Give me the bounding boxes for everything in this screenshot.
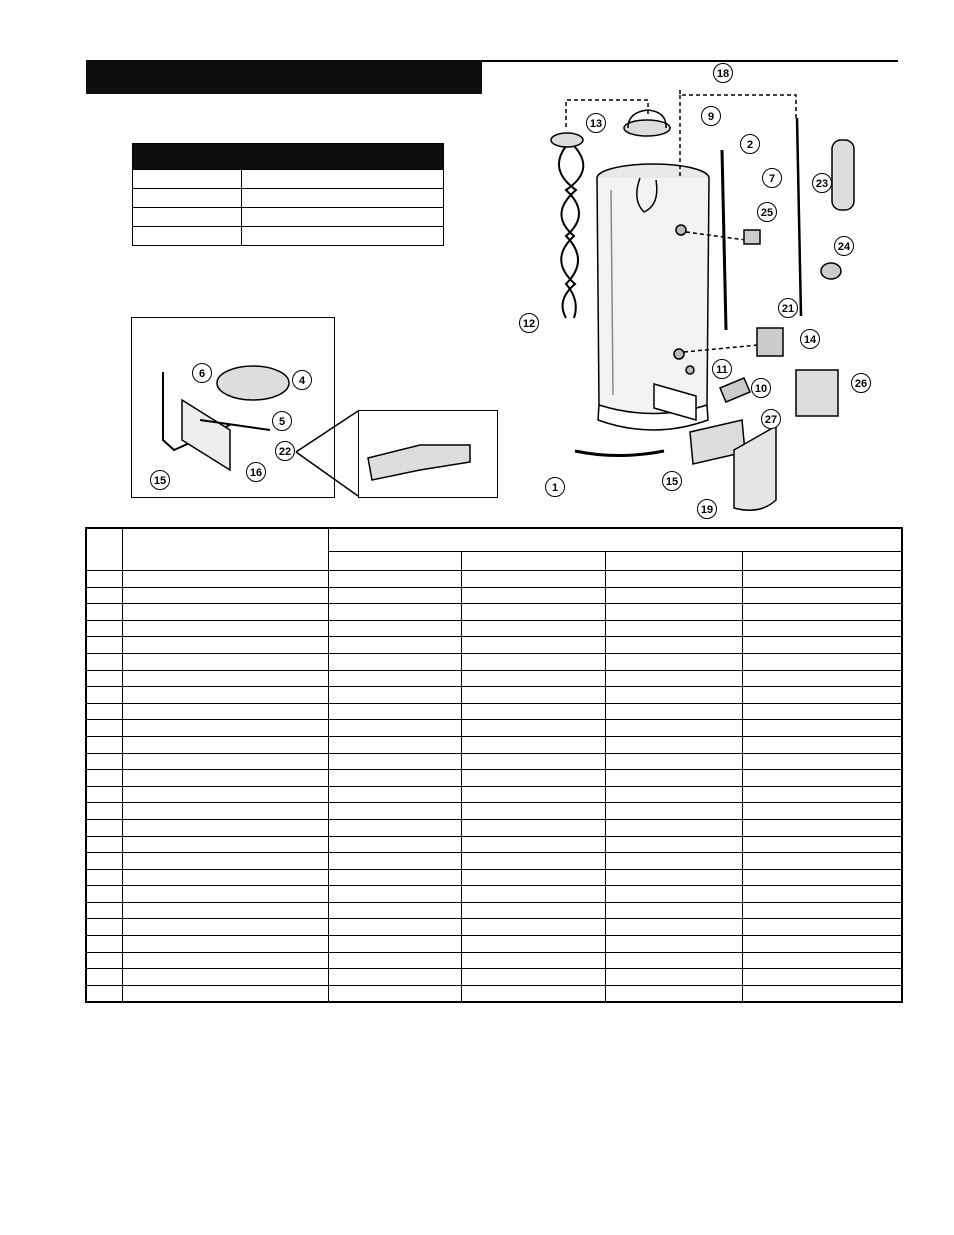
table-cell <box>742 736 902 753</box>
table-cell <box>122 587 328 604</box>
table-cell <box>742 969 902 986</box>
callout-27: 27 <box>761 409 781 429</box>
table-cell <box>122 770 328 787</box>
table-cell <box>605 620 742 637</box>
table-cell <box>122 985 328 1002</box>
table-cell <box>86 620 122 637</box>
table-cell <box>86 653 122 670</box>
table-cell <box>86 670 122 687</box>
table-cell <box>122 919 328 936</box>
table-cell <box>461 869 605 886</box>
table-cell <box>742 985 902 1002</box>
table-cell <box>742 770 902 787</box>
table-row <box>86 770 902 787</box>
table-cell <box>328 604 461 621</box>
table-row <box>86 720 902 737</box>
callout-23: 23 <box>812 173 832 193</box>
table-cell <box>742 786 902 803</box>
table-cell <box>742 836 902 853</box>
table-cell <box>605 902 742 919</box>
table-cell <box>742 952 902 969</box>
table-cell <box>605 985 742 1002</box>
table-cell <box>461 919 605 936</box>
callout-12: 12 <box>519 313 539 333</box>
model-column-header <box>461 552 605 571</box>
table-cell <box>742 869 902 886</box>
table-cell <box>86 736 122 753</box>
table-row <box>86 637 902 654</box>
table-cell <box>86 936 122 953</box>
table-cell <box>86 952 122 969</box>
table-row <box>86 620 902 637</box>
table-cell <box>86 687 122 704</box>
table-cell <box>742 604 902 621</box>
table-cell <box>328 952 461 969</box>
table-cell <box>122 620 328 637</box>
table-cell <box>122 936 328 953</box>
table-row <box>86 571 902 588</box>
table-cell <box>605 753 742 770</box>
table-cell <box>328 869 461 886</box>
table-row <box>86 587 902 604</box>
table-cell <box>461 587 605 604</box>
table-cell <box>605 819 742 836</box>
table-cell <box>86 720 122 737</box>
table-cell <box>605 670 742 687</box>
table-cell <box>328 803 461 820</box>
table-row <box>86 902 902 919</box>
table-cell <box>605 836 742 853</box>
table-cell <box>122 604 328 621</box>
item-number-header <box>86 528 122 571</box>
table-cell <box>461 936 605 953</box>
table-cell <box>328 620 461 637</box>
table-cell <box>328 703 461 720</box>
table-row <box>86 803 902 820</box>
table-row <box>86 604 902 621</box>
table-row <box>86 786 902 803</box>
table-cell <box>742 653 902 670</box>
table-cell <box>742 703 902 720</box>
table-cell <box>461 670 605 687</box>
table-cell <box>605 571 742 588</box>
table-cell <box>461 653 605 670</box>
table-cell <box>605 936 742 953</box>
table-cell <box>461 902 605 919</box>
table-cell <box>605 720 742 737</box>
table-cell <box>122 836 328 853</box>
table-cell <box>742 687 902 704</box>
callout-21: 21 <box>778 298 798 318</box>
table-cell <box>742 902 902 919</box>
table-row <box>86 703 902 720</box>
callout-11: 11 <box>712 359 732 379</box>
callout-4: 4 <box>292 370 312 390</box>
callout-15: 15 <box>662 471 682 491</box>
table-cell <box>122 670 328 687</box>
table-cell <box>461 836 605 853</box>
table-row <box>86 886 902 903</box>
callout-6: 6 <box>192 363 212 383</box>
table-cell <box>605 587 742 604</box>
table-cell <box>328 919 461 936</box>
callout-19: 19 <box>697 499 717 519</box>
table-cell <box>86 902 122 919</box>
table-cell <box>86 637 122 654</box>
table-cell <box>86 703 122 720</box>
table-cell <box>742 670 902 687</box>
table-cell <box>86 753 122 770</box>
callout-9: 9 <box>701 106 721 126</box>
table-cell <box>742 587 902 604</box>
table-cell <box>328 902 461 919</box>
description-header <box>122 528 328 571</box>
parts-header-row <box>86 528 902 552</box>
table-cell <box>328 637 461 654</box>
table-row <box>86 836 902 853</box>
table-cell <box>742 853 902 870</box>
callout-15-inset: 15 <box>150 470 170 490</box>
table-cell <box>605 736 742 753</box>
table-cell <box>461 620 605 637</box>
table-cell <box>328 587 461 604</box>
callout-10: 10 <box>751 378 771 398</box>
callout-26: 26 <box>851 373 871 393</box>
table-row <box>86 985 902 1002</box>
table-cell <box>742 819 902 836</box>
table-cell <box>122 952 328 969</box>
table-cell <box>605 703 742 720</box>
table-cell <box>86 919 122 936</box>
table-cell <box>328 670 461 687</box>
table-cell <box>742 936 902 953</box>
table-cell <box>328 819 461 836</box>
table-row <box>86 819 902 836</box>
table-cell <box>605 770 742 787</box>
table-cell <box>328 936 461 953</box>
callout-14: 14 <box>800 329 820 349</box>
table-cell <box>605 952 742 969</box>
table-cell <box>328 836 461 853</box>
table-cell <box>86 836 122 853</box>
table-cell <box>122 969 328 986</box>
callout-5: 5 <box>272 411 292 431</box>
table-cell <box>86 786 122 803</box>
table-cell <box>122 902 328 919</box>
table-cell <box>461 952 605 969</box>
table-cell <box>328 571 461 588</box>
model-column-header <box>328 552 461 571</box>
table-row <box>86 753 902 770</box>
table-cell <box>461 853 605 870</box>
table-row <box>86 687 902 704</box>
table-cell <box>328 653 461 670</box>
table-cell <box>742 753 902 770</box>
table-cell <box>461 985 605 1002</box>
table-cell <box>122 819 328 836</box>
table-cell <box>461 753 605 770</box>
table-cell <box>328 985 461 1002</box>
table-cell <box>605 637 742 654</box>
table-cell <box>122 703 328 720</box>
table-cell <box>742 571 902 588</box>
table-cell <box>328 770 461 787</box>
callout-2: 2 <box>740 134 760 154</box>
callout-24: 24 <box>834 236 854 256</box>
table-cell <box>122 803 328 820</box>
table-cell <box>742 919 902 936</box>
table-cell <box>328 786 461 803</box>
callout-1: 1 <box>545 477 565 497</box>
table-cell <box>86 985 122 1002</box>
parts-table <box>85 527 903 1003</box>
callout-16: 16 <box>246 462 266 482</box>
table-cell <box>605 604 742 621</box>
table-row <box>86 853 902 870</box>
table-cell <box>461 886 605 903</box>
table-cell <box>122 653 328 670</box>
table-cell <box>605 869 742 886</box>
table-cell <box>328 969 461 986</box>
table-row <box>86 653 902 670</box>
table-row <box>86 936 902 953</box>
table-cell <box>605 969 742 986</box>
callout-22: 22 <box>275 441 295 461</box>
table-cell <box>461 571 605 588</box>
table-cell <box>605 687 742 704</box>
table-row <box>86 869 902 886</box>
callout-18: 18 <box>713 63 733 83</box>
table-cell <box>328 736 461 753</box>
table-cell <box>86 571 122 588</box>
table-cell <box>461 687 605 704</box>
table-cell <box>461 736 605 753</box>
table-cell <box>461 720 605 737</box>
table-cell <box>461 786 605 803</box>
table-cell <box>122 853 328 870</box>
table-cell <box>742 620 902 637</box>
table-cell <box>86 869 122 886</box>
table-cell <box>328 687 461 704</box>
table-cell <box>86 819 122 836</box>
table-cell <box>461 969 605 986</box>
table-row <box>86 919 902 936</box>
table-cell <box>122 869 328 886</box>
model-column-header <box>605 552 742 571</box>
table-cell <box>742 720 902 737</box>
table-cell <box>86 604 122 621</box>
table-row <box>86 736 902 753</box>
table-cell <box>328 720 461 737</box>
table-cell <box>86 803 122 820</box>
table-cell <box>86 770 122 787</box>
table-cell <box>86 969 122 986</box>
table-cell <box>461 637 605 654</box>
table-cell <box>328 753 461 770</box>
table-cell <box>605 803 742 820</box>
table-cell <box>122 637 328 654</box>
table-cell <box>122 886 328 903</box>
table-cell <box>122 786 328 803</box>
table-cell <box>461 803 605 820</box>
callout-13: 13 <box>586 113 606 133</box>
table-cell <box>461 819 605 836</box>
table-cell <box>86 853 122 870</box>
table-cell <box>122 736 328 753</box>
table-row <box>86 670 902 687</box>
table-cell <box>122 753 328 770</box>
table-cell <box>328 886 461 903</box>
table-cell <box>122 720 328 737</box>
table-cell <box>461 604 605 621</box>
table-cell <box>328 853 461 870</box>
table-row <box>86 969 902 986</box>
table-cell <box>605 786 742 803</box>
table-cell <box>605 886 742 903</box>
table-cell <box>122 687 328 704</box>
table-cell <box>461 703 605 720</box>
table-cell <box>122 571 328 588</box>
table-cell <box>742 886 902 903</box>
table-cell <box>742 803 902 820</box>
table-row <box>86 952 902 969</box>
table-cell <box>86 886 122 903</box>
callout-7: 7 <box>762 168 782 188</box>
table-cell <box>605 653 742 670</box>
table-cell <box>461 770 605 787</box>
model-column-header <box>742 552 902 571</box>
callout-25: 25 <box>757 202 777 222</box>
table-cell <box>742 637 902 654</box>
table-cell <box>86 587 122 604</box>
table-cell <box>605 853 742 870</box>
table-cell <box>605 919 742 936</box>
model-group-header <box>328 528 902 552</box>
